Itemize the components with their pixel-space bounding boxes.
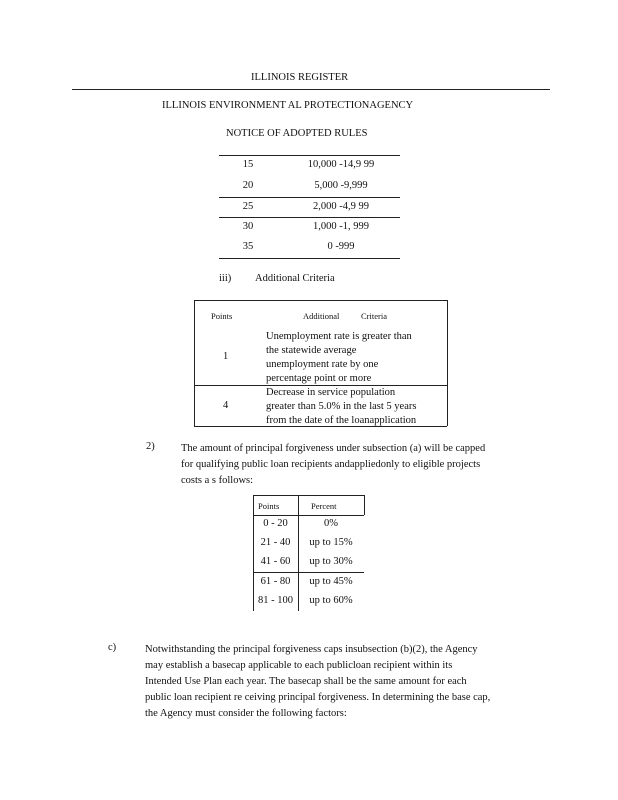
agency-line: ILLINOIS ENVIRONMENT AL PROTECTIONAGENCY — [162, 100, 414, 111]
percent-row-value: up to 45% — [309, 576, 353, 587]
para-c-text — [145, 642, 490, 722]
header-rule — [72, 89, 550, 90]
col-additional-header: Additional — [303, 311, 340, 321]
percent-row-points: 81 - 100 — [258, 595, 293, 606]
para2-line: costs a s follows: — [181, 475, 254, 486]
para-c-line: the Agency must consider the following factors: — [145, 708, 347, 719]
range-row-value: 10,000 -14,9 99 — [307, 159, 375, 170]
range-table-mid-rule — [219, 217, 400, 218]
percent-row-points: 41 - 60 — [260, 556, 291, 567]
percent-row-points: 61 - 80 — [260, 576, 291, 587]
criteria-line: Decrease in service population — [266, 387, 396, 398]
percent-row-points: 0 - 20 — [263, 518, 288, 529]
range-row-points: 30 — [242, 221, 254, 232]
col-points-header: Points — [258, 501, 280, 511]
range-row-value: 5,000 -9,999 — [314, 180, 368, 191]
para2-line: The amount of principal forgiveness under subsection (a) will be capped — [181, 443, 486, 454]
table-header-rule — [253, 515, 364, 516]
col-points-header: Points — [211, 311, 233, 321]
criteria-line: greater than 5.0% in the last 5 years — [266, 401, 417, 412]
para-c-line: Notwithstanding the principal forgiveness caps insubsection (b)(2), the Agency — [145, 644, 478, 655]
table-border-right — [447, 300, 448, 426]
para-c-line: Intended Use Plan each year. The basecap shall be the same amount for each — [145, 676, 467, 687]
table-border-top — [253, 495, 364, 496]
notice-line: NOTICE OF ADOPTED RULES — [226, 128, 368, 139]
criteria-line: the statewide average — [266, 345, 357, 356]
para-c-line: public loan recipient re ceiving principal forgiveness. In determining the base cap, — [145, 692, 491, 703]
para2-num: 2) — [146, 441, 155, 452]
percent-row-value: up to 30% — [309, 556, 353, 567]
percent-row-value: 0% — [324, 518, 338, 529]
criteria-line: percentage point or more — [266, 373, 372, 384]
para2-text — [181, 441, 485, 489]
additional-heading-num: iii) — [219, 273, 232, 284]
criteria-description — [266, 386, 416, 428]
table-column-divider — [298, 495, 299, 611]
para2-line: for qualifying public loan recipients andappliedonly to eligible projects — [181, 459, 481, 470]
percent-row-value: up to 15% — [309, 537, 353, 548]
percent-row-value: up to 60% — [309, 595, 353, 606]
criteria-description — [266, 330, 412, 386]
percent-row-points: 21 - 40 — [260, 537, 291, 548]
criteria-points: 1 — [223, 351, 229, 362]
criteria-points: 4 — [223, 400, 229, 411]
range-row-points: 35 — [242, 241, 254, 252]
criteria-line: Unemployment rate is greater than — [266, 331, 412, 342]
table-border-right — [364, 495, 365, 515]
range-row-value: 2,000 -4,9 99 — [313, 201, 369, 212]
range-row-points: 20 — [242, 180, 254, 191]
range-table-top-rule — [219, 155, 400, 156]
para-c-num: c) — [108, 642, 117, 653]
table-border-top — [194, 300, 447, 301]
table-border-left — [194, 300, 195, 426]
range-row-points: 25 — [242, 201, 254, 212]
para-c-line: may establish a basecap applicable to each publicloan recipient within its — [145, 660, 453, 671]
range-table-bottom-rule — [219, 258, 400, 259]
register-title: ILLINOIS REGISTER — [251, 72, 349, 83]
range-row-value: 0 -999 — [327, 241, 355, 252]
col-criteria-header: Criteria — [361, 311, 387, 321]
criteria-line: unemployment rate by one — [266, 359, 379, 370]
table-row-divider — [253, 572, 364, 573]
additional-heading: Additional Criteria — [255, 273, 335, 284]
criteria-line: from the date of the loanapplication — [266, 415, 417, 426]
range-table-mid-rule — [219, 197, 400, 198]
table-border-left — [253, 495, 254, 611]
col-percent-header: Percent — [311, 501, 337, 511]
range-row-points: 15 — [242, 159, 254, 170]
range-row-value: 1,000 -1, 999 — [313, 221, 369, 232]
